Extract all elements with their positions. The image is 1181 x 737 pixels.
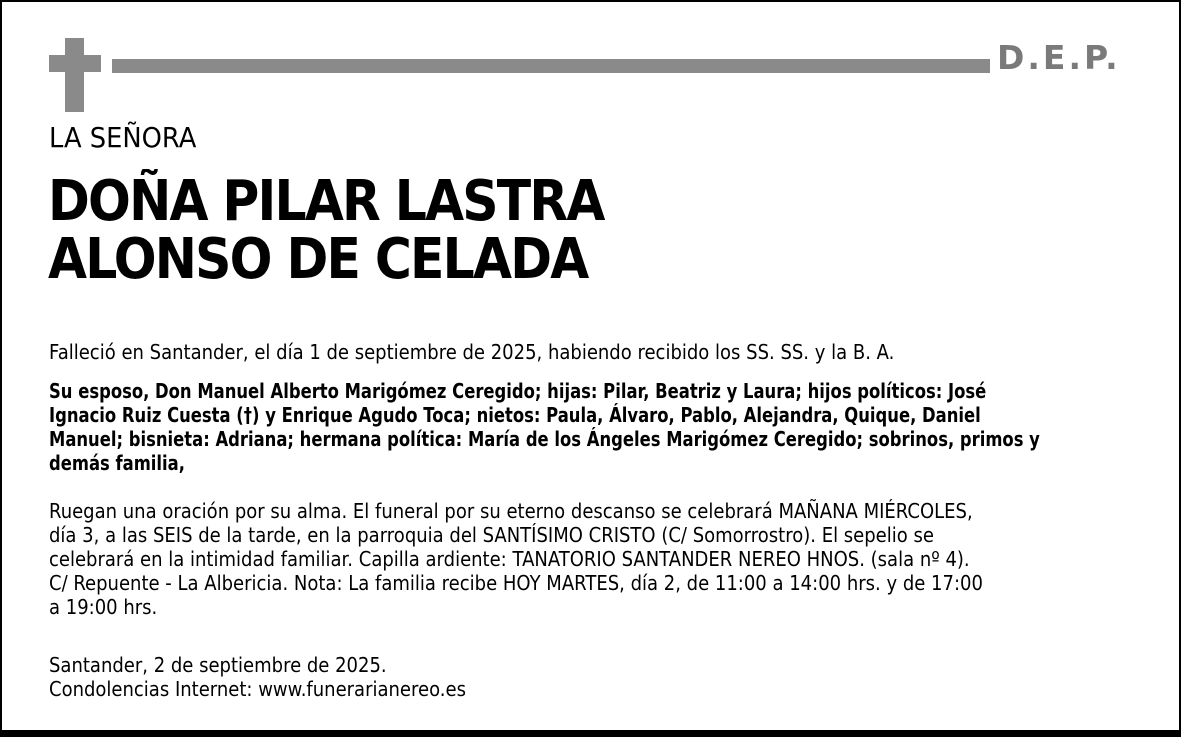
funeral-line: día 3, a las SEIS de la tarde, en la parroquia del SANTÍSIMO CRISTO (C/ Somorrostro). El sepelio se	[49, 523, 934, 547]
closing-paragraph	[49, 653, 466, 701]
family-line: demás familia,	[49, 451, 185, 475]
family-line: Su esposo, Don Manuel Alberto Marigómez Ceregido; hijas: Pilar, Beatriz y Laura; hijos políticos: José	[49, 379, 987, 403]
family-line: Manuel; bisnieta: Adriana; hermana política: María de los Ángeles Marigómez Ceregido; sobrinos, primos y	[49, 427, 1040, 451]
condolences-line: Condolencias Internet: www.funerarianereo.es	[49, 677, 466, 701]
deceased-name-line-2: ALONSO DE CELADA	[48, 227, 588, 292]
latin-cross-icon	[49, 38, 101, 112]
death-statement: Falleció en Santander, el día 1 de septiembre de 2025, habiendo recibido los SS. SS. y la B. A.	[49, 340, 895, 364]
family-paragraph	[49, 379, 1040, 475]
family-line: Ignacio Ruiz Cuesta (†) y Enrique Agudo Toca; nietos: Paula, Álvaro, Pablo, Alejandra, Quique, Daniel	[49, 403, 981, 427]
place-date-line: Santander, 2 de septiembre de 2025.	[49, 653, 387, 677]
funeral-paragraph	[49, 499, 983, 619]
funeral-line: Ruegan una oración por su alma. El funeral por su eterno descanso se celebrará MAÑANA MIÉRCOLES,	[49, 499, 973, 523]
deceased-name-line-1: DOÑA PILAR LASTRA	[48, 169, 604, 234]
funeral-line: celebrará en la intimidad familiar. Capilla ardiente: TANATORIO SANTANDER NEREO HNOS. (sala nº 4).	[49, 547, 970, 571]
honorific-overline: LA SEÑORA	[49, 121, 197, 154]
header-rule	[112, 59, 990, 73]
funeral-line: C/ Repuente - La Albericia. Nota: La familia recibe HOY MARTES, día 2, de 11:00 a 14:00 hrs. y de 17:00	[49, 571, 983, 595]
funeral-line: a 19:00 hrs.	[49, 595, 158, 619]
dep-label: D.E.P.	[997, 38, 1121, 77]
